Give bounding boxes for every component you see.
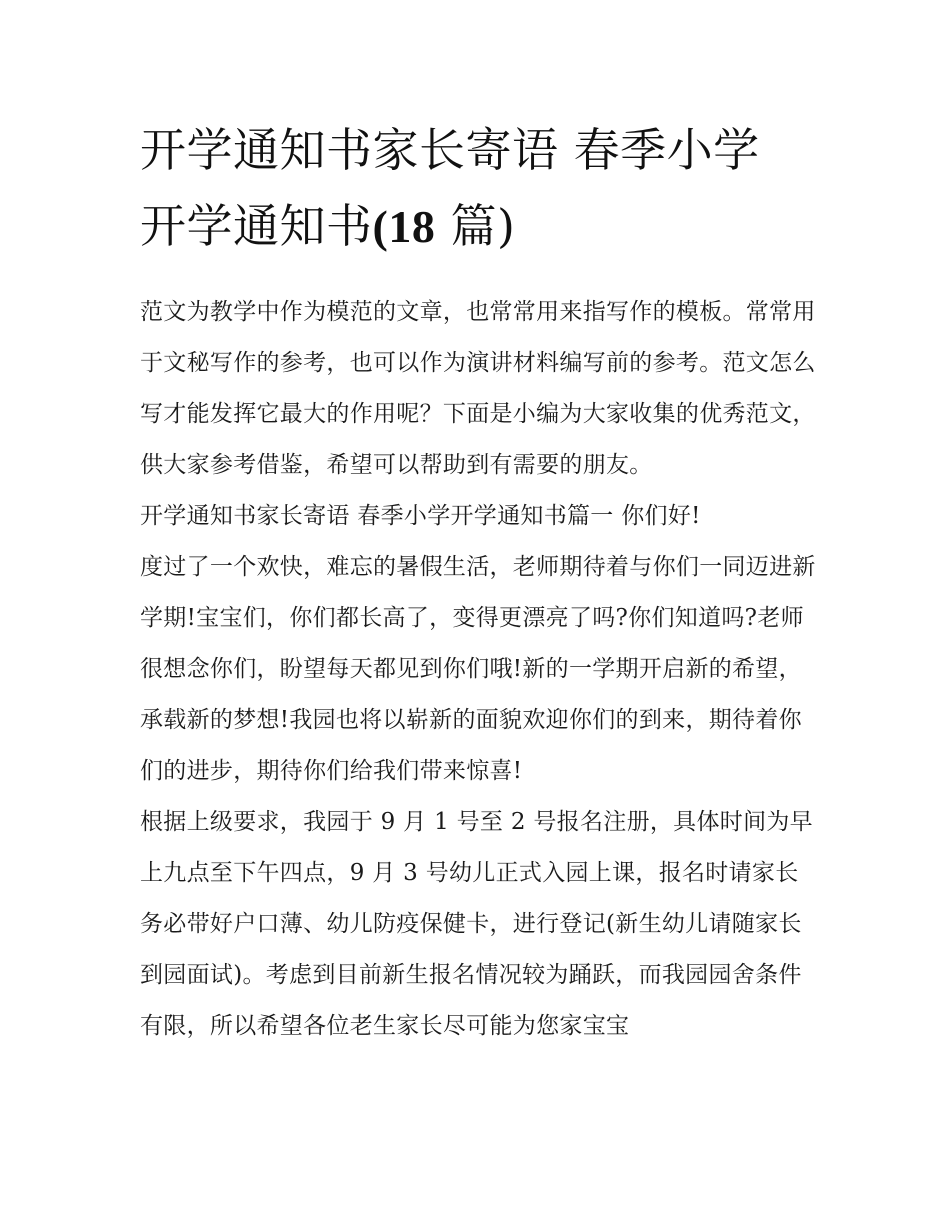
body-paragraph: 根据上级要求，我园于 9 月 1 号至 2 号报名注册，具体时间为早上九点至下午四点，9 月 3 号幼儿正式入园上课，报名时请家长务必带好户口薄、幼儿防疫保健卡，进行登记(新生幼儿请随家长到园面试)。考虑到目前新生报名情况较为踊跃，而我园园舍条件有限，所以希望各位老生家长尽可能为您家宝宝	[140, 809, 813, 1039]
document-body	[140, 112, 816, 1052]
body-paragraph: 度过了一个欢快，难忘的暑假生活，老师期待着与你们一同迈进新学期!宝宝们，你们都长高了，变得更漂亮了吗?你们知道吗?老师很想念你们，盼望每天都见到你们哦!新的一学期开启新的希望，承载新的梦想!我园也将以崭新的面貌欢迎你们的到来，期待着你们的进步，期待你们给我们带来惊喜!	[140, 554, 816, 784]
intro-paragraph: 范文为教学中作为模范的文章，也常常用来指写作的模板。常常用于文秘写作的参考，也可以作为演讲材料编写前的参考。范文怎么写才能发挥它最大的作用呢？下面是小编为大家收集的优秀范文，供大家参考借鉴，希望可以帮助到有需要的朋友。	[140, 299, 816, 478]
title-line-1: 开学通知书家长寄语 春季小学	[140, 123, 760, 177]
section-heading: 开学通知书家长寄语 春季小学开学通知书篇一 你们好!	[140, 503, 701, 529]
title-line-2: 开学通知书	[140, 199, 373, 253]
title-count-suffix: 篇)	[435, 199, 516, 253]
title-count: (18	[372, 201, 436, 252]
document-title	[140, 112, 816, 265]
